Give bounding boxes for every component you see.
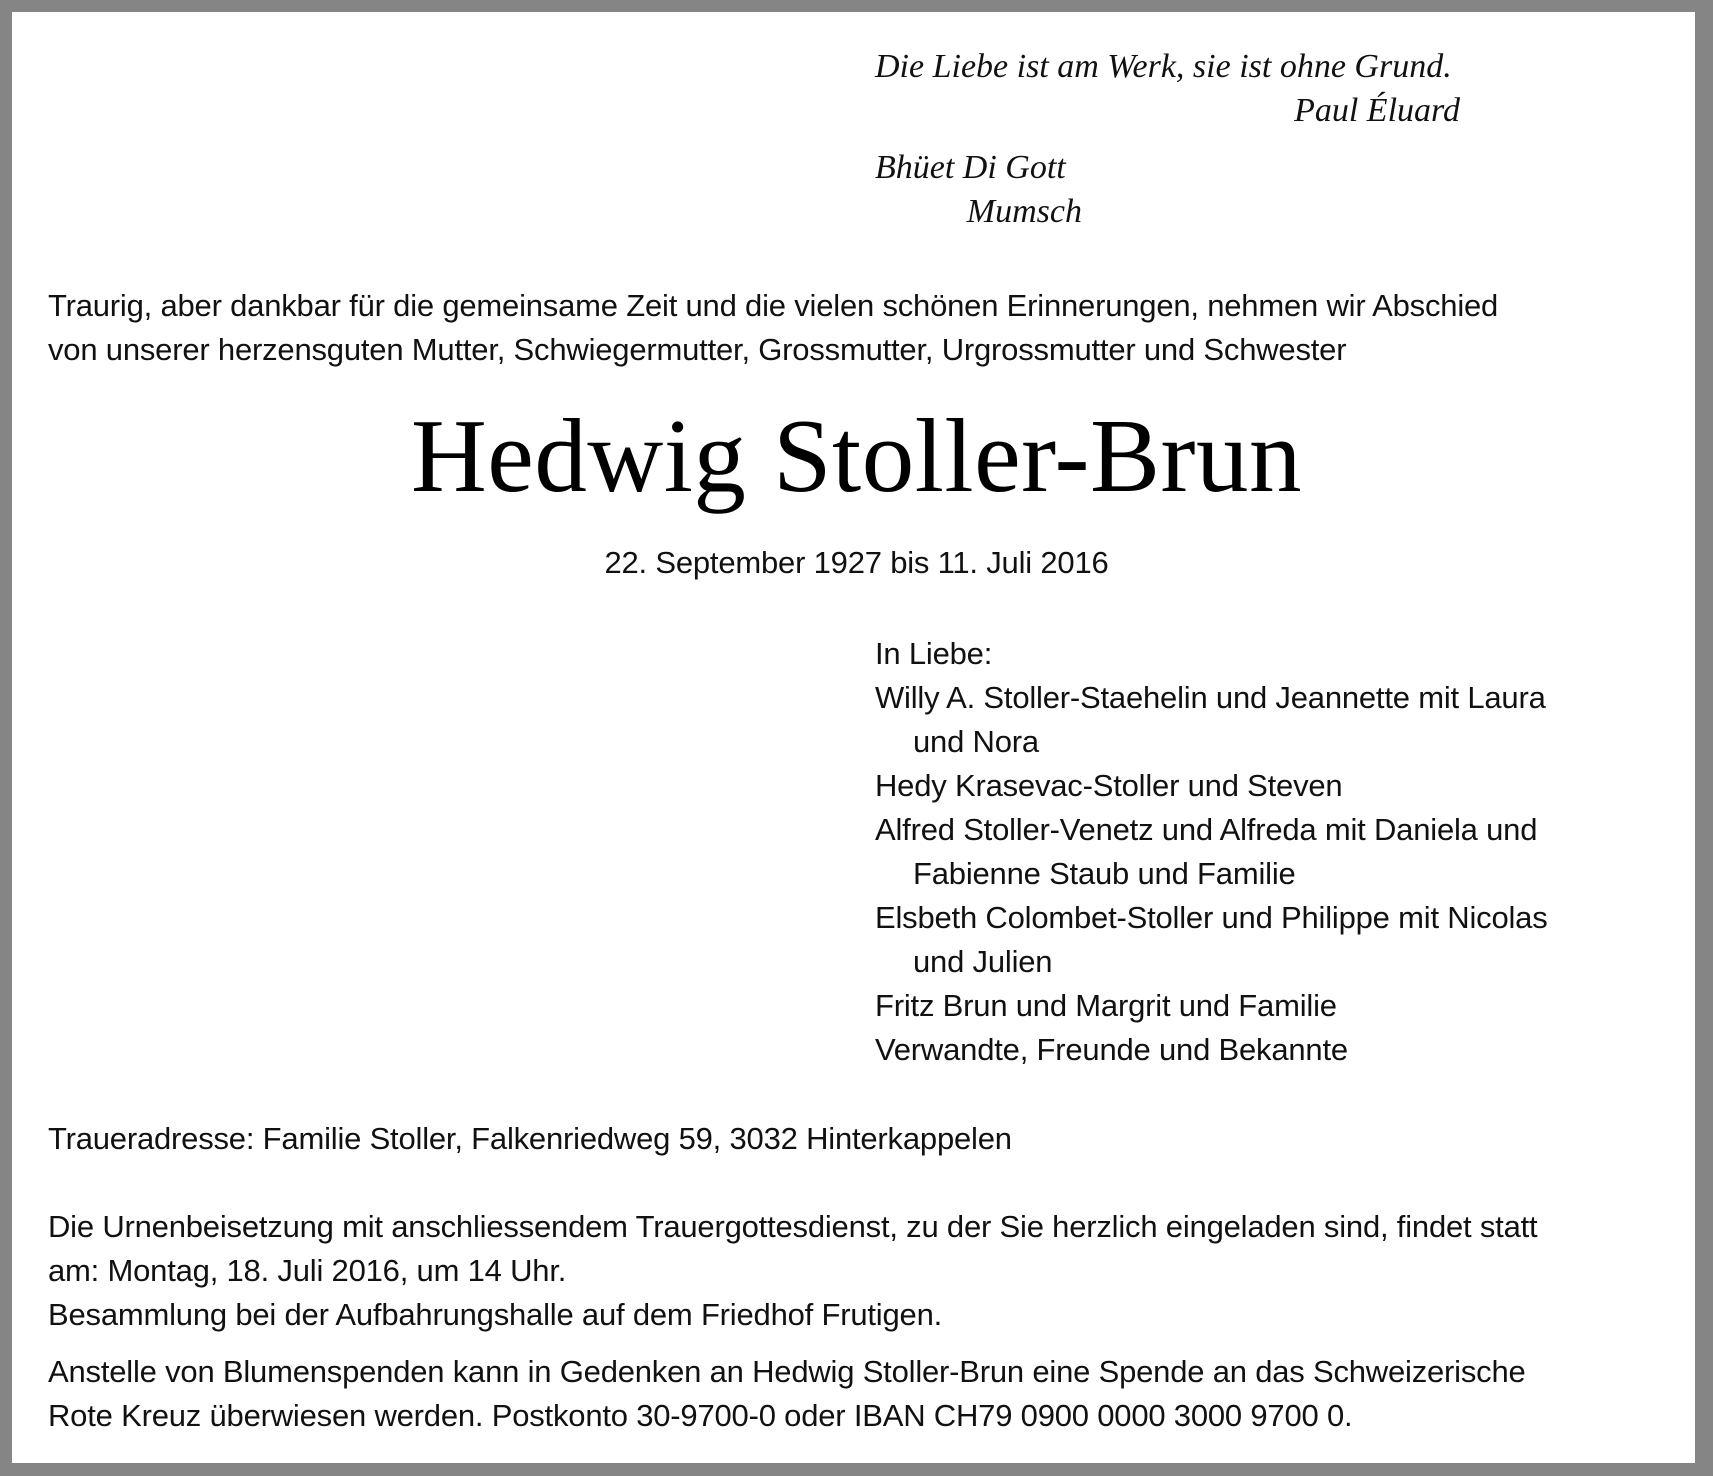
mourner-line: Fabienne Staub und Familie: [913, 856, 1296, 891]
deceased-name: Hedwig Stoller-Brun: [410, 397, 1303, 514]
intro-paragraph: [48, 284, 1498, 372]
mourners-heading: In Liebe:: [875, 636, 993, 671]
farewell-block: [875, 146, 1082, 234]
intro-line-2: von unserer herzensguten Mutter, Schwiegermutter, Grossmutter, Urgrossmutter und Schwester: [48, 332, 1347, 367]
mourner-line: und Julien: [913, 944, 1053, 979]
motto-author: Paul Éluard: [1294, 92, 1460, 129]
ceremony-line-1: Die Urnenbeisetzung mit anschliessendem Trauergottesdienst, zu der Sie herzlich eingeladen sind, findet statt: [48, 1209, 1538, 1244]
ceremony-line-3: Besammlung bei der Aufbahrungshalle auf dem Friedhof Frutigen.: [48, 1297, 943, 1332]
mourner-line: Hedy Krasevac-Stoller und Steven: [875, 768, 1343, 803]
ceremony-line-2: am: Montag, 18. Juli 2016, um 14 Uhr.: [48, 1253, 567, 1288]
mourner-line: Verwandte, Freunde und Bekannte: [875, 1032, 1348, 1067]
mourner-line: Fritz Brun und Margrit und Familie: [875, 988, 1337, 1023]
intro-line-1: Traurig, aber dankbar für die gemeinsame Zeit und die vielen schönen Erinnerungen, nehmen wir Abschied: [48, 288, 1499, 323]
donation-line-2: Rote Kreuz überwiesen werden. Postkonto 30-9700-0 oder IBAN CH79 0900 0000 3000 9700 0.: [48, 1398, 1353, 1433]
donation-paragraph: [48, 1350, 1526, 1438]
ceremony-paragraph: [48, 1205, 1537, 1337]
mourning-address: Traueradresse: Familie Stoller, Falkenriedweg 59, 3032 Hinterkappelen: [48, 1121, 1012, 1156]
motto-quote-block: [875, 45, 1460, 133]
mourner-line: Elsbeth Colombet-Stoller und Philippe mit Nicolas: [875, 900, 1548, 935]
mourner-line: und Nora: [913, 724, 1039, 759]
mourners-list: [875, 632, 1548, 1072]
farewell-signature: Mumsch: [966, 193, 1082, 230]
farewell-text: Bhüet Di Gott: [875, 149, 1066, 186]
donation-line-1: Anstelle von Blumenspenden kann in Gedenken an Hedwig Stoller-Brun eine Spende an das Schweizerische: [48, 1354, 1526, 1389]
mourner-line: Alfred Stoller-Venetz und Alfreda mit Daniela und: [875, 812, 1538, 847]
life-dates: 22. September 1927 bis 11. Juli 2016: [604, 545, 1109, 580]
motto-quote: Die Liebe ist am Werk, sie ist ohne Grund.: [875, 48, 1452, 85]
mourner-line: Willy A. Stoller-Staehelin und Jeannette mit Laura: [875, 680, 1546, 715]
